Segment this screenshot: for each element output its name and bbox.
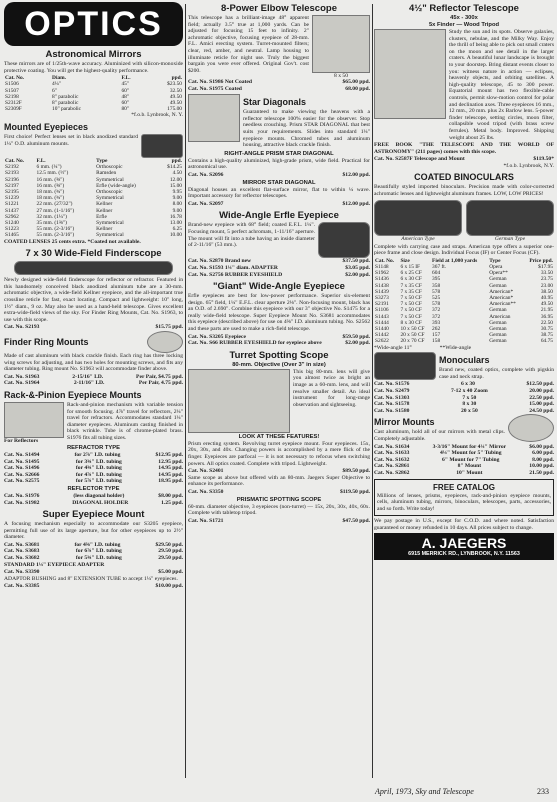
table-row: S2622 20 x 70 CF 158 German 64.75 <box>375 338 553 345</box>
free-book: FREE BOOK "THE TELESCOPE AND THE WORLD OF ASTRONOMY" (211 pages) comes with this scope. <box>374 142 554 155</box>
table-row: S2195 18 mm. (¾") Orthoscopic 9.95 <box>5 189 182 196</box>
turret-desc: This big 80-mm. lens will give you almost twice as bright an image as a 60-mm. lens, and will resolve smaller detail. An ideal instrument for long-range observation and sightseeing. <box>293 368 370 408</box>
turret-features-heading: LOOK AT THESE FEATURES! <box>238 433 320 440</box>
right-column <box>374 0 554 782</box>
reflector-order: Cat. No. S2587F Telescope and Mount $119.50* <box>374 156 554 163</box>
rack-title: Rack-&-Pinion Eyepiece Mounts <box>4 389 142 400</box>
table-row: Cat. No. S2666 for 4⅞" I.D. tubing 14.95 ppd. <box>4 471 183 478</box>
table-row: S1444 8 x 30 CF 393 German 22.50 <box>375 319 553 326</box>
finderscope-order: Cat. No. S2193 $15.75 ppd. <box>4 324 183 331</box>
jaegers-address: 6915 MERRICK RD., LYNBROOK, N.Y. 11563 <box>408 550 520 557</box>
mirror-mount-photo <box>508 414 554 442</box>
giant-desc: Erfle eyepieces are best for low-power performance. Superior six-element design. 65° field, 1¼" E.F.L. clear aperture 2⅛". Non-focusing mount, black has an O.D. of 2.690". Combine this eyepiece with our 3" objective No. S1475 for a really wide-field telescope. Super Eyepiece Mount No. S3681 accommodates this eyepiece (described above) for use on 4⅜" I.D. aluminum tubing. No. S2562 and these parts are used to make a rich-field telescope. <box>188 293 370 333</box>
free-catalog-box <box>374 479 554 517</box>
spotting-scope-photo <box>188 369 290 433</box>
prismatic-desc: 60-mm. diameter objective, 3 eyepieces (non-turret) — 15x, 20x, 30x, 40x, 60x. Complete with tabletop tripod. <box>188 503 370 517</box>
german-binoculars-photo <box>466 200 554 236</box>
table-row: S1506 4¼" 45" $23.50 <box>5 81 182 88</box>
jaegers-logo-block <box>374 533 554 560</box>
turret-title: Turret Spotting Scope <box>229 349 329 361</box>
binoculars-foot: *Wide-angle 11° **Wide-angle <box>374 344 472 351</box>
reflector-power: 45x - 300x <box>450 15 478 21</box>
adapter-label: STANDARD 1¼" EYEPIECE ADAPTER <box>4 561 105 568</box>
extension-order: Cat. No. S3385 $10.00 ppd. <box>4 583 183 590</box>
table-row: S1437 27 mm. (1-1/16") Kellner 9.00 <box>5 207 182 214</box>
reflector-finder: 5x Finder — Wood Tripod <box>428 22 500 28</box>
table-row: Cat. No. S2096 $12.00 ppd. <box>188 171 370 178</box>
postage-note: We pay postage in U.S., except for C.O.D. and where noted. Satisfaction guaranteed or money refunded in 10 days. All prices subject to change. <box>374 518 554 531</box>
extension-label: ADAPTOR BUSHING and 8" EXTENSION TUBE to accept 1¼" eyepieces. <box>4 575 178 582</box>
table-row: S2197 16 mm. (⅝") Erfle (wide-angle) 15.00 <box>5 182 182 189</box>
table-row: S1438 7 x 35 CF 358 German 23.00 <box>375 282 553 289</box>
reflector-type: REFLECTOR TYPE <box>67 485 120 492</box>
table-row: S1442 20 x 50 CF 157 German 38.75 <box>375 332 553 339</box>
finderscope-desc: Newly designed wide-field finderscope for reflector or refractor. Featured in this handsomely conceived black anodized aluminum tube are a 30-mm. achromatic objective, a wide-field Kellner eyepiece, and the all-important true crossline reticle for fast, exact locating. Compact and lightweight: 10" long, 1½" diam., 9 oz. May also be used as a hand-held telescope. Gives excellent extra-wide-field views of the sky. For Finder Ring Mounts, Cat. No. S1963, to use with this scope. <box>4 277 183 323</box>
table-row: Cat. No. S1963 2-15/16" I.D. Per Pair, $4.75 ppd. <box>4 373 183 380</box>
ring-mount-photo <box>147 331 183 353</box>
table-row: S2191 7 x 50 CF 578 American** 49.50 <box>375 301 553 308</box>
table-row: Cat. No. S2479 7-12 x 40 Zoom 20.00 ppd. <box>374 388 554 395</box>
table-row: S1239 18 mm. (¾") Symmetrical 9.00 <box>5 195 182 202</box>
middle-column <box>188 0 370 782</box>
table-row: S1221 22 mm. (27/32") Kellner 8.00 <box>5 201 182 208</box>
erfle-desc: Brand-new eyepiece with 68° field; coated E.F.L. 1¼". Focusing mount, 5 perfect achromats, 1-11/16" aperture. The mount will fit into a tube having an inside diameter of 2-11/16" (53 mm.). <box>188 222 315 249</box>
table-row: S2193 12.5 mm. (½") Ramsden 4.50 <box>5 170 182 177</box>
catalog-title: FREE CATALOG <box>433 482 495 492</box>
jaegers-name: A. JAEGERS <box>421 534 507 551</box>
finderscope-title: 7 x 30 Wide-Field Finderscope <box>25 248 162 260</box>
table-row: S2312F 8" parabolic 60" 49.50 <box>5 100 182 106</box>
eyepieces-desc: First choice! Perfect lenses set in black anodized standard 1¼" O.D. aluminum mounts. <box>4 134 138 147</box>
rings-title: Finder Ring Mounts <box>4 337 89 348</box>
binoculars-table: Cat. No. Size Field at 1,000 yards Type Price ppd. S1148 6 x 15 IF 367 ft. Opera $17.95 S1962 6 x 25 CF 604 Opera** 33.50 S1436 6 x 30 CF 395 German 23.75 S1438 7 x 35 CF 358 German 23.00 S1439 7 x 35 CF 578 American* 38.50 S3273 7 x 50 CF 525 American* 40.95 S2191 7 x 50 CF 578 American** 49.50 S1106 7 x 50 CF 372 German 21.95 S1443 7 x 50 CF 372 American 36.95 S1444 8 x 30 CF 393 German 22.50 S1440 10 x 50 CF 262 German 30.75 S1442 20 x 50 CF 157 German 38.75 S2622 20 x 70 CF 158 German 64.75 <box>375 257 553 345</box>
monocular-photo <box>374 352 436 380</box>
table-row: S1148 6 x 15 IF 367 ft. Opera $17.95 <box>375 264 553 271</box>
table-row: Cat. No. S2401 $89.50 ppd. <box>188 468 370 475</box>
table-row: S1223 55 mm. (2-3/16") Kellner 6.25 <box>5 226 182 233</box>
refractor-type: REFRACTOR TYPE <box>66 444 121 451</box>
turret-features: Prism erecting system. Revolving turret eyepiece mount. Four eyepieces. 15x, 20x, 30x, and 40x. Changing powers is accomplished by a mere flick of the finger. Eyepieces are parfocal — it is not necessary to refocus when switching powers. All optics coated. Complete with tripod. Lightweight. <box>188 440 370 467</box>
table-row: Cat. No. S3205 Eyepiece $59.50 ppd. <box>188 333 370 340</box>
table-row: Cat. No. S3682 for 5⅜" I.D. tubing 29.50 ppd. <box>4 555 183 562</box>
giant-title: "Giant" Wide-Angle Eyepiece <box>213 281 345 293</box>
table-row: Cat. No. S2097 $12.00 ppd. <box>188 200 370 207</box>
reflector-note: *f.o.b. Lynbrook, N.Y. <box>503 162 554 169</box>
issue-line: April, 1973, Sky and Telescope <box>375 787 474 796</box>
table-row: S2962 32 mm. (1¼") Erfle 16.78 <box>5 213 182 220</box>
star-diagonal-photo <box>188 94 240 142</box>
column-divider <box>185 4 186 778</box>
page-footer <box>0 782 557 802</box>
mirrormounts-desc: Cast aluminum, hold all of our mirrors with metal clips. Completely adjustable. <box>374 429 505 443</box>
american-caption: American Type <box>401 235 435 242</box>
table-row: S2196 16 mm. (⅝") Symmetrical 12.00 <box>5 176 182 183</box>
table-row: S1507 6" 60" 32.50 <box>5 87 182 94</box>
binoculars-title: COATED BINOCULARS <box>414 172 514 183</box>
table-row: Cat. No. S1982 DIAGONAL HOLDER 1.25 ppd. <box>4 499 183 506</box>
table-row: S1439 7 x 35 CF 578 American* 38.50 <box>375 288 553 295</box>
table-row: S2198 8" parabolic 48" 49.50 <box>5 93 182 100</box>
table-row: Cat. No. S1576 6 x 30 $12.50 ppd. <box>374 381 554 388</box>
rack-photo <box>4 402 64 438</box>
right-angle-desc: Contains a high-quality aluminized, high-grade prism, wide field. Practical for astronomical use. <box>188 157 370 171</box>
table-row: Cat. No. S3681 for 4⅜" I.D. tubing $29.50 ppd. <box>4 541 183 548</box>
table-row: S1465 55 mm. (2-3/16") Symmetrical 10.00 <box>5 232 182 239</box>
table-row: S1962 6 x 25 CF 604 Opera** 33.50 <box>375 270 553 277</box>
table-row: Cat. No. S2870 Brand new $37.50 ppd. <box>188 258 370 265</box>
table-row: Cat. No. S1495 for 3⅜" I.D. tubing 12.95 ppd. <box>4 458 183 465</box>
table-row: S2309F 10" parabolic 80" 175.00 <box>5 106 182 113</box>
table-row: Cat. No. S66 RUBBER EYESHIELD for eyepiece above $2.00 ppd. <box>188 340 370 347</box>
table-row: Cat. No. S1496 for 4⅜" I.D. tubing 14.95 ppd. <box>4 465 183 472</box>
table-row: S1440 10 x 50 CF 262 German 30.75 <box>375 326 553 333</box>
eyepieces-note: COATED LENSES 25 cents extra. *Coated not available. <box>4 238 141 245</box>
monoculars-desc: Brand new, coated optics, complete with pigskin case and neck strap. <box>439 367 554 380</box>
mirror-diagonal-desc: Diagonal houses an excellent flat-surface mirror, flat to within ¼ wave. Important accessory for reflector telescopes. <box>188 186 370 200</box>
table-row: Cat. No. S1494 for 2⅞" I.D. tubing $12.95 ppd. <box>4 451 183 458</box>
table-row: Cat. No. S1975 Coated 68.00 ppd. <box>188 85 370 92</box>
table-row: S3273 7 x 50 CF 525 American* 40.95 <box>375 295 553 302</box>
adapter-order: Cat. No. S3390 $5.00 ppd. <box>4 569 183 576</box>
monoculars-title: Monoculars <box>439 355 490 366</box>
reflector-telescope-photo <box>374 29 446 119</box>
erfle-eyepiece-photo <box>318 222 370 258</box>
mirrors-note: *f.o.b. Lynbrook, N. Y. <box>131 112 183 119</box>
table-row: S1106 7 x 50 CF 372 German 21.95 <box>375 307 553 314</box>
supermount-desc: A focusing mechanism especially to accommodate our S3205 eyepiece, permitting full use of its large aperture, but for other eyepieces up to 2½" diameter. <box>4 521 183 541</box>
left-column <box>4 0 183 782</box>
mirrors-title: Astronomical Mirrors <box>45 49 142 60</box>
eyepiece-photo <box>141 134 183 158</box>
eyepieces-table: Cat. No. F.L. Type ppd. S2192 6 mm. (¼") Orthoscopic $14.25 S2193 12.5 mm. (½") Ramsden 4.50 S2196 16 mm. (⅝") Symmetrical 12.00 S2197 16 mm. (⅝") Erfle (wide-angle) 15.00 S2195 18 mm. (¾") Orthoscopic 9.95 S1239 18 mm. (¾") Symmetrical 9.00 S1221 22 mm. (27/32") Kellner 8.00 S1437 27 mm. (1-1/16") Kellner 9.00 S2962 32 mm. (1¼") Erfle 16.78 S1240 35 mm. (1⅜") Symmetrical 13.00 S1223 55 mm. (2-3/16") Kellner 6.25 S1465 55 mm. (2-3/16") Symmetrical 10.00 <box>5 158 182 239</box>
table-row: Cat. No. S1986 Not Coated $65.00 ppd. <box>188 79 370 85</box>
table-row: Cat. No. S3350 $119.50 ppd. <box>188 489 370 495</box>
rack-label: For Reflectors <box>4 437 39 444</box>
catalog-desc: Millions of lenses, prisms, eyepieces, rack-and-pinion eyepiece mounts, cells, aluminum tubing, mirrors, binoculars, telescopes, parts, accessories, and so forth. Write today! <box>377 492 551 512</box>
table-row: S1443 7 x 50 CF 372 American 36.95 <box>375 313 553 320</box>
table-row: Cat. No. S1632 6" Mount for 7" Tubing 8.00 ppd. <box>374 456 554 463</box>
column-divider <box>372 4 373 778</box>
turret-super-desc: Same scope as above but offered with an 80-mm. Jaegers Super Objective to enhance its performance. <box>188 474 370 488</box>
table-row: Cat. No. S2575 for 5⅞" I.D. tubing 18.95 ppd. <box>4 478 183 485</box>
erfle-title: Wide-Angle Erfle Eyepiece <box>219 210 339 222</box>
optics-logo: OPTICS <box>4 2 183 46</box>
elbow-title: 8-Power Elbow Telescope <box>221 3 337 14</box>
german-caption: German Type <box>494 235 526 242</box>
table-row: Cat. No. S2756 RUBBER EYESHIELD $2.00 ppd. <box>188 271 370 278</box>
rings-desc: Made of cast aluminum with black crackle finish. Each ring has three locking wing screws for adjusting, and has two holes for mounting screws, and fits any diameter tubing. Ring mount No. S1963 will accommodate finder above. <box>4 352 183 373</box>
rack-desc: Rack-and-pinion mechanism with variable tension for smooth focusing. 4⅞" travel for reflectors, 2¼" travel for refractors. Accommodates standard 1¼" diameter eyepieces. Aluminum casting finished in black wrinkle. Tube is of chrome-plated brass. S1976 fits all tubing sizes. <box>67 401 183 441</box>
right-angle-subtitle: RIGHT-ANGLE PRISM STAR DIAGONAL <box>224 150 334 157</box>
table-row: S1240 35 mm. (1⅜") Symmetrical 13.00 <box>5 220 182 227</box>
finderscope-photo <box>14 261 173 275</box>
turret-subtitle: 80-mm. Objective (Over 3" in size) <box>232 361 326 368</box>
elbow-caption: 8 x 50 <box>334 73 348 79</box>
table-row: Cat. No. S1976 (less diagonal holder) $8.00 ppd. <box>4 492 183 499</box>
mirrors-table: Cat. No. Diam. F.L. ppd. S1506 4¼" 45" $23.50 S1507 6" 60" 32.50 S2198 8" parabolic 48" 49.50 S2312F 8" parabolic 60" 49.50 S2309F 10" parabolic 80" 175.00 <box>5 75 182 113</box>
table-row: Cat. No. S1580 20 x 50 24.50 ppd. <box>374 407 554 414</box>
mirrormounts-title: Mirror Mounts <box>374 417 435 428</box>
table-row: Cat. No. S1593 1¼" diam. ADAPTER $3.05 ppd. <box>188 264 370 271</box>
table-row: Cat. No. S1578 8 x 30 15.00 ppd. <box>374 401 554 408</box>
table-row: Cat. No. S1303 7 x 50 22.50 ppd. <box>374 394 554 401</box>
reflector-desc: Study the sun and its spots. Observe galaxies, clusters, nebulae, and the Milky Way. Enjoy the thrill of being able to pick out small craters on the moon and see detail in the larger craters. A beautiful lunar landscape is brought to your doorstep. Bring distant events closer to you: witness nature in action — eclipses, heavenly objects, and orbiting satellites. A high-quality telescope, 45 to 300 power. Equatorial mount has two flexible-cable controls, permit slow-motion control for polar and declination axes. Three eyepieces 16 mm., 12 mm., 20 mm. plus 2x Barlow lens. 5-power finder telescope, setting circles, moon filter, collapsible wood tripod (with brass screw ferrules). Metal body. Improved. Shipping weight about 25 lbs. <box>449 29 554 141</box>
table-row: Cat. No. S1721 $47.50 ppd. <box>188 517 370 524</box>
diagonals-title: Star Diagonals <box>243 97 307 108</box>
binoculars-desc: Beautifully styled imported binoculars. Precision made with color-corrected achromatic lenses and lightweight aluminum frames. LOW, LOW PRICES! <box>374 184 554 198</box>
american-binoculars-photo <box>374 200 462 236</box>
reflector-title: 4½" Reflector Telescope <box>409 3 519 14</box>
table-row: Cat. No. S1633 4¼" Mount for 5" Tubing 6.00 ppd. <box>374 450 554 457</box>
table-row: Cat. No. S1964 2-11/16" I.D. Per Pair, 4.75 ppd. <box>4 380 183 387</box>
diagonals-desc: Guaranteed to make viewing the heavens with a reflector telescope 100% easier for the observer. Stop needless crouching. Prism STAR DIAGONAL that best suits your requirements. Slides into standard 1¼" eyepiece mounts. Chromed tubes and aluminum housing, attractive black crackle finish. <box>243 109 370 149</box>
table-row: Cat. No. S3683 for 6⅞" I.D. tubing 29.50 ppd. <box>4 548 183 555</box>
binoculars-desc2: Complete with carrying case and straps. American type offers a superior one-piece frame and close design. Individual Focus (IF) or Center Focus (CF). <box>374 243 554 257</box>
elbow-desc: This telescope has a brilliant-image 48° apparent field; actually 3.5° true at 1,000 yards. Can be adjusted for focusing 15 feet to infinity. 2" achromatic objective, focusing eyepiece of 28-mm. F.L. Amici erecting system. Turret-mounted filters; clear, red, amber, and neutral. Lamp housing to illuminate reticle for night use. Truly the biggest bargain you were ever offered. Original Gov't. cost $200. <box>188 15 309 74</box>
table-row: S2192 6 mm. (¼") Orthoscopic $14.25 <box>5 164 182 171</box>
elbow-telescope-photo <box>312 15 370 73</box>
table-row: S1436 6 x 30 CF 395 German 23.75 <box>375 276 553 283</box>
mirror-diagonal-subtitle: MIRROR STAR DIAGONAL <box>242 179 316 186</box>
table-row: Cat. No. S1634 3-3/16" Mount for 4¼" Mirror $6.00 ppd. <box>374 443 554 450</box>
mirrors-desc: These mirrors are of 1/25th-wave accuracy. Aluminized with silicon-monoxide protective coating. You will get the highest-quality performance. <box>4 61 183 74</box>
prismatic-subtitle: PRISMATIC SPOTTING SCOPE <box>236 496 322 503</box>
supermount-title: Super Eyepiece Mount <box>42 509 145 521</box>
eyepieces-title: Mounted Eyepieces <box>4 122 89 132</box>
table-row: Cat. No. S2861 8" Mount 10.00 ppd. <box>374 463 554 470</box>
table-row: Cat. No. S2862 10" Mount 21.50 ppd. <box>374 470 554 476</box>
page-number: 233 <box>537 787 549 796</box>
